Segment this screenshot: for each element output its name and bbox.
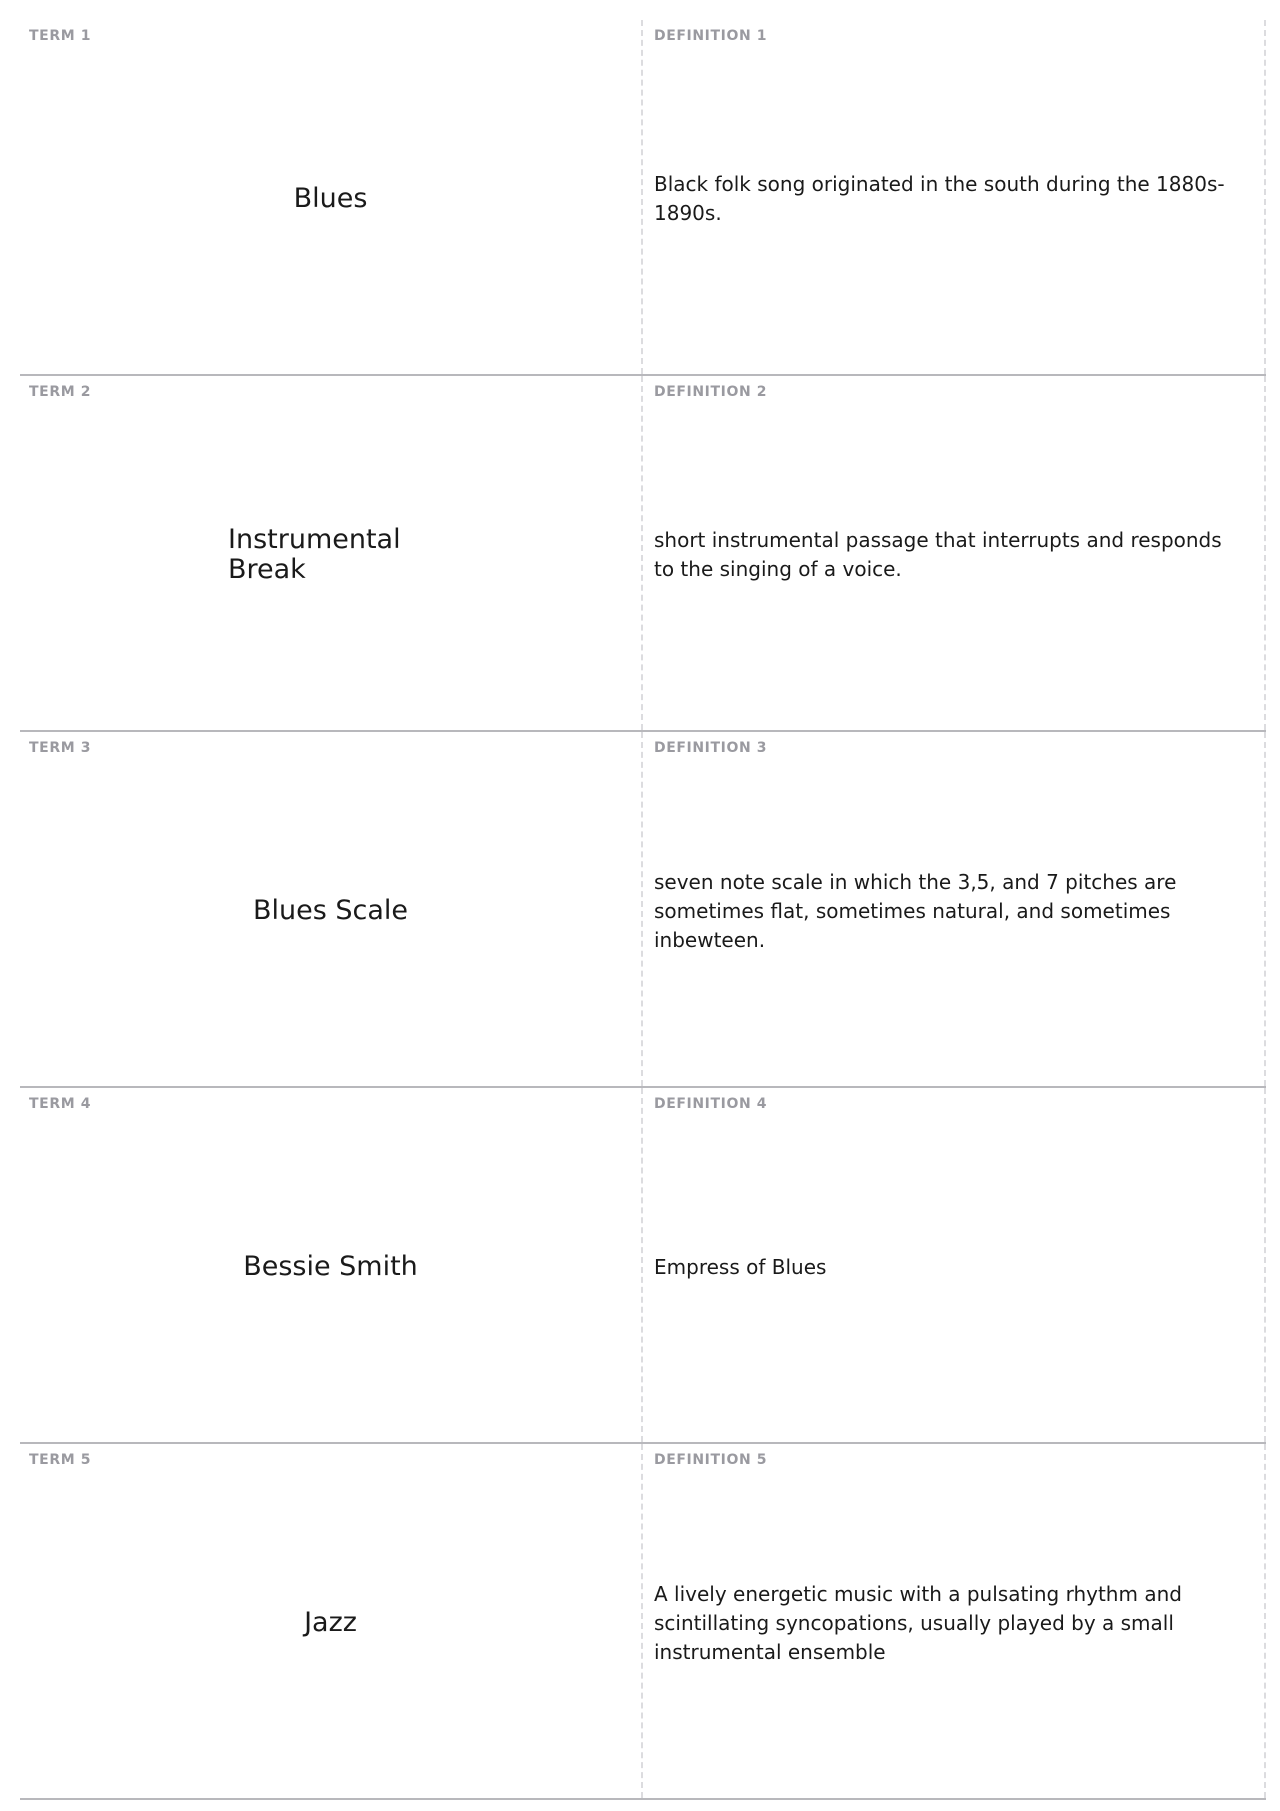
term-text: Blues Scale <box>252 895 409 926</box>
definition-label: DEFINITION 5 <box>654 1452 768 1468</box>
term-text: Bessie Smith <box>243 1251 418 1282</box>
term-cell <box>20 376 643 730</box>
term-text: Instrumental Break <box>228 524 401 585</box>
definition-text: short instrumental passage that interrupts and responds to the singing of a voice. <box>654 528 1222 581</box>
definition-label: DEFINITION 1 <box>654 28 768 44</box>
definition-cell <box>643 1444 1266 1798</box>
flashcard-row <box>20 376 1266 732</box>
flashcard-row <box>20 20 1266 376</box>
definition-cell <box>643 732 1266 1086</box>
flashcard-row <box>20 732 1266 1088</box>
term-label: TERM 1 <box>29 28 92 44</box>
term-label: TERM 4 <box>29 1096 92 1112</box>
term-cell <box>20 732 643 1086</box>
flashcard-row <box>20 1088 1266 1444</box>
definition-text: Empress of Blues <box>654 1254 827 1279</box>
definition-cell <box>643 376 1266 730</box>
term-cell <box>20 1444 643 1798</box>
flashcard-sheet <box>20 20 1266 1800</box>
term-label: TERM 3 <box>29 740 92 756</box>
definition-text: A lively energetic music with a pulsating rhythm and scintillating syncopations, usually played by a small instrumental ensemble <box>654 1581 1182 1664</box>
term-cell <box>20 20 643 374</box>
term-text: Blues <box>293 183 368 214</box>
definition-cell <box>643 1088 1266 1442</box>
definition-label: DEFINITION 2 <box>654 384 768 400</box>
definition-text: Black folk song originated in the south during the 1880s-1890s. <box>654 172 1225 225</box>
definition-label: DEFINITION 4 <box>654 1096 768 1112</box>
flashcard-row <box>20 1444 1266 1800</box>
definition-text: seven note scale in which the 3,5, and 7 pitches are sometimes flat, sometimes natural, and sometimes inbewteen. <box>654 869 1177 952</box>
term-label: TERM 2 <box>29 384 92 400</box>
definition-cell <box>643 20 1266 374</box>
term-cell <box>20 1088 643 1442</box>
term-text: Jazz <box>304 1607 357 1638</box>
definition-label: DEFINITION 3 <box>654 740 768 756</box>
term-label: TERM 5 <box>29 1452 92 1468</box>
